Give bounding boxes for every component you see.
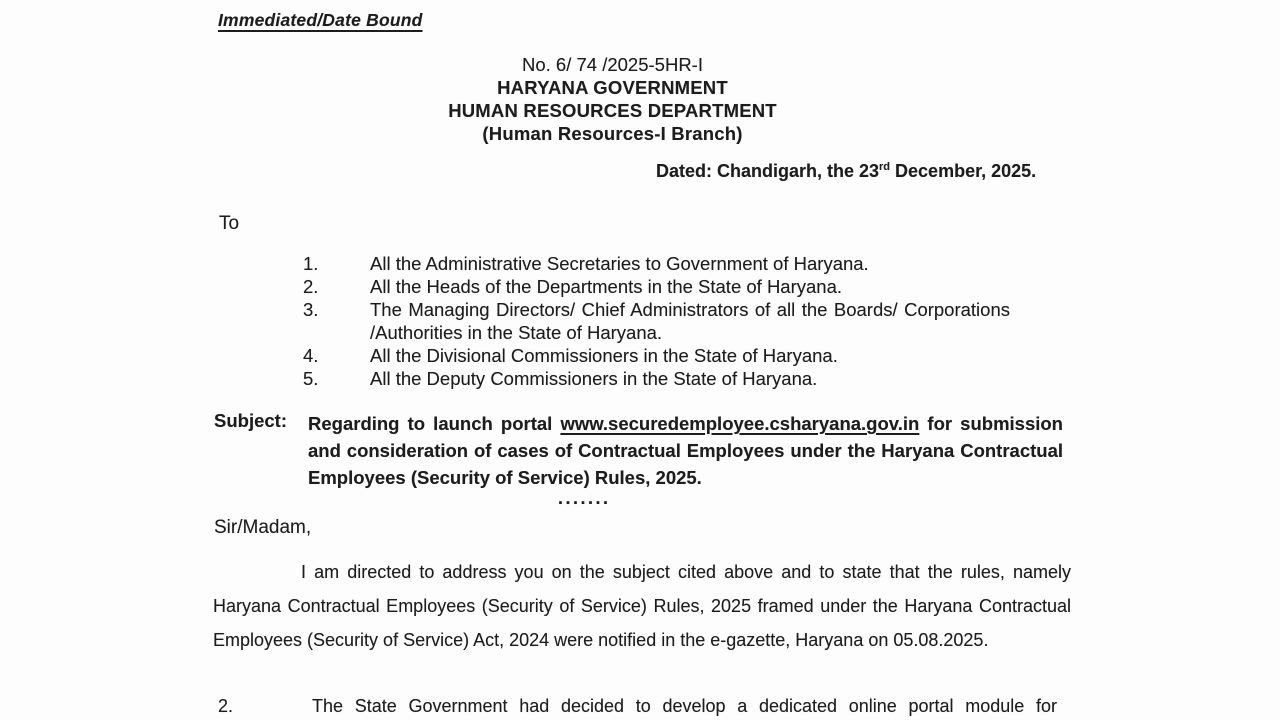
subject-text: [308, 410, 1063, 491]
subject-before-link: Regarding to launch portal: [308, 413, 561, 434]
addressee-text: All the Deputy Commissioners in the State of Haryana.: [370, 368, 818, 389]
subject-label: Subject:: [214, 410, 287, 431]
letterhead-branch: (Human Resources-I Branch): [482, 123, 743, 144]
body-paragraph-1: I am directed to address you on the subject cited above and to state that the rules, namely Haryana Contractual Employees (Security of Service) Rules, 2025 framed under the Haryana Contractual Employees (Security of Service) Act, 2024 were notified in the e-gazette, Haryana on 05.08.2025.: [213, 562, 1071, 650]
portal-url: www.securedemployee.csharyana.gov.in: [560, 413, 920, 434]
addressee-text: The Managing Directors/ Chief Administrators of all the Boards/ Corporations /Authorities in the State of Haryana.: [370, 299, 1010, 343]
letterhead: [215, 53, 1010, 145]
addressee-row: [303, 275, 1013, 298]
addressee-number: 4.: [303, 345, 319, 366]
paragraph-number: 2.: [218, 696, 234, 716]
date-suffix: December, 2025.: [890, 161, 1037, 181]
addressee-number: 2.: [303, 276, 319, 297]
addressee-number: 3.: [303, 299, 319, 320]
date-prefix: Dated: Chandigarh, the 23: [656, 161, 880, 181]
addressee-text: All the Heads of the Departments in the State of Haryana.: [370, 276, 843, 297]
date-ordinal-suffix: rd: [879, 161, 891, 173]
paragraph-text: The State Government had decided to develop a dedicated online portal module for: [312, 696, 1057, 716]
salutation: Sir/Madam,: [214, 517, 312, 538]
to-label: To: [219, 213, 240, 234]
addressee-text: All the Divisional Commissioners in the State of Haryana.: [370, 345, 838, 366]
addressee-row: [303, 367, 1013, 390]
addressee-number: 1.: [303, 253, 319, 274]
letterhead-government: HARYANA GOVERNMENT: [497, 77, 728, 98]
subject-after-link: for submission and consideration of cases of Contractual Employees under the Haryana Contractual Employees (Security of Service) Rules, 2025.: [308, 413, 1063, 488]
separator-dots: .......: [558, 488, 611, 508]
addressee-row: [303, 252, 1013, 275]
body-paragraph-2: [218, 694, 1057, 718]
date-line: [656, 161, 1036, 182]
addressee-row: [303, 298, 1013, 344]
addressee-text: All the Administrative Secretaries to Government of Haryana.: [370, 253, 869, 274]
letterhead-department: HUMAN RESOURCES DEPARTMENT: [448, 100, 777, 121]
addressee-row: [303, 344, 1013, 367]
classification-label: Immediated/Date Bound: [218, 10, 423, 30]
addressee-list: [303, 252, 1013, 390]
addressee-number: 5.: [303, 368, 319, 389]
reference-number: No. 6/ 74 /2025-5HR-I: [522, 54, 703, 75]
